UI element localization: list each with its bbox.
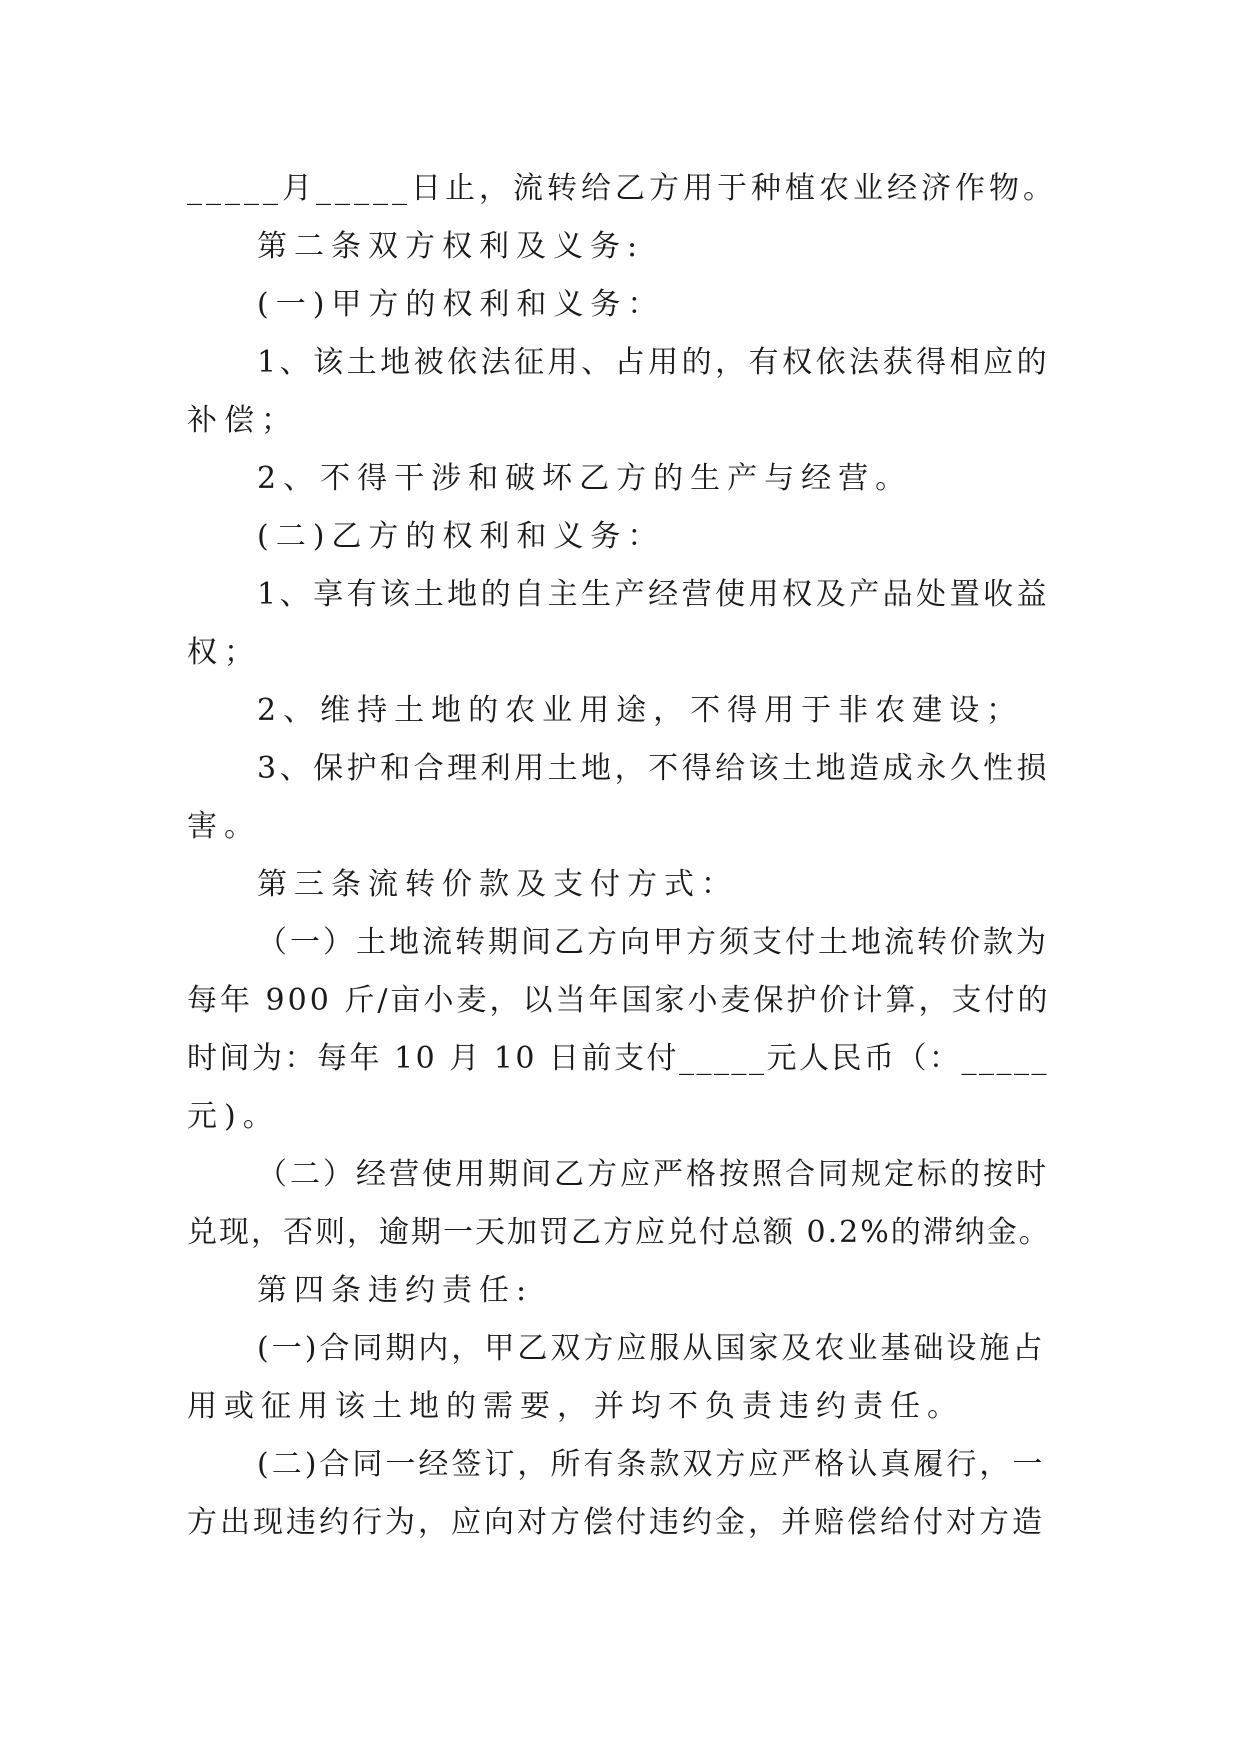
text-line-22: 用或征用该土地的需要，并均不负责违约责任。: [187, 1389, 964, 1424]
text-line-16: 时间为：每年 10 月 10 日前支付_____元人民币（：_____: [187, 1041, 1049, 1076]
text-line-18: （二）经营使用期间乙方应严格按照合同规定标的按时: [257, 1157, 1049, 1192]
text-line-13: 第三条流转价款及支付方式：: [257, 867, 738, 902]
text-line-17: 元)。: [187, 1099, 280, 1134]
text-line-1: _____月_____日止，流转给乙方用于种植农业经济作物。: [187, 171, 1057, 206]
text-line-24: 方出现违约行为，应向对方偿付违约金，并赔偿给付对方造: [187, 1505, 1045, 1540]
text-line-2: 第二条双方权利及义务:: [257, 229, 645, 264]
text-line-7: (二)乙方的权利和义务：: [257, 519, 665, 554]
text-line-15: 每年 900 斤/亩小麦，以当年国家小麦保护价计算，支付的: [187, 983, 1051, 1018]
text-line-11: 3、保护和合理利用土地，不得给该土地造成永久性损: [257, 751, 1051, 786]
document-body: [187, 160, 1057, 1552]
text-line-10: 2、维持土地的农业用途，不得用于非农建设；: [257, 693, 1024, 728]
text-line-14: （一）土地流转期间乙方向甲方须支付土地流转价款为: [257, 925, 1049, 960]
text-line-5: 补偿；: [187, 403, 298, 438]
text-line-20: 第四条违约责任:: [257, 1273, 534, 1308]
text-line-21: (一)合同期内，甲乙双方应服从国家及农业基础设施占: [257, 1331, 1046, 1366]
text-line-3: (一)甲方的权利和义务：: [257, 287, 665, 322]
text-line-19: 兑现，否则，逾期一天加罚乙方应兑付总额 0.2%的滞纳金。: [187, 1215, 1051, 1250]
text-line-12: 害。: [187, 809, 261, 844]
text-line-8: 1、享有该土地的自主生产经营使用权及产品处置收益: [257, 577, 1051, 612]
text-line-4: 1、该土地被依法征用、占用的，有权依法获得相应的: [257, 345, 1051, 380]
text-line-23: (二)合同一经签订，所有条款双方应严格认真履行，一: [257, 1447, 1046, 1482]
text-line-9: 权；: [187, 635, 261, 670]
text-line-6: 2、不得干涉和破坏乙方的生产与经营。: [257, 461, 913, 496]
